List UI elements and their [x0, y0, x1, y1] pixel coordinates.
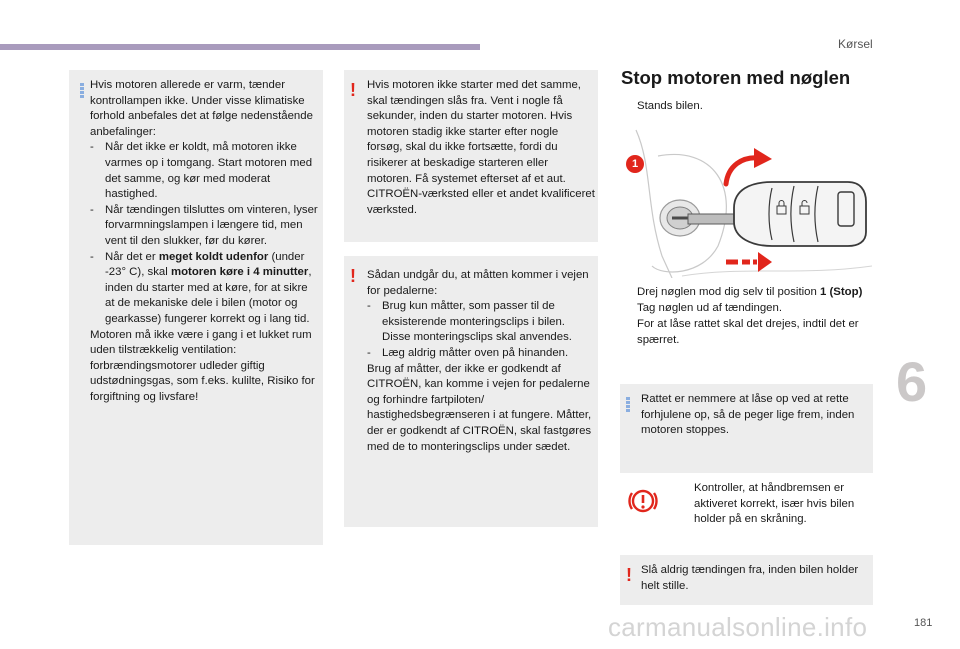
warning-icon: ! — [350, 80, 356, 100]
chapter-title: Kørsel — [838, 37, 873, 51]
page-number: 181 — [914, 617, 933, 629]
chapter-tab-number: 6 — [896, 350, 928, 413]
key-ignition-illustration — [622, 126, 872, 278]
watermark: carmanualsonline.info — [608, 612, 868, 642]
info-box-steering-lock — [620, 384, 873, 473]
box1-item-1: - Når det ikke er koldt, må motoren ikke varmes op i tomgang. Start motoren med det samme, og kør med moderat hastighed. — [90, 141, 313, 201]
warning-box-engine-not-starting — [344, 70, 598, 242]
step-turn-key: Drej nøglen mod dig selv til position 1 (Stop) — [637, 286, 863, 298]
warning-box-floor-mats — [344, 256, 598, 527]
box1-intro: Hvis motoren allerede er varm, tænder kontrollampen ikke. Under visse klimatiske forhold anbefales det at følge nedenstående anbefalinger: — [90, 79, 313, 138]
warning-icon: ! — [626, 565, 632, 585]
box1-item-2: - Når tændingen tilsluttes om vinteren, lyser forvarmningslampen i længere tid, men vent til den slukker, før du kører. — [90, 203, 318, 247]
step-lock-steering: For at låse rattet skal det drejes, indtil det er spærret. — [637, 318, 859, 346]
box3-outro: Brug af måtter, der ikke er godkendt af CITROËN, kan komme i vejen for pedalerne og forhindre fartpiloten/ hastighedsbegrænseren i at fungere. Måtter, der er godkendt af CITROËN, skal fastgøres med de to monteringsclips under sædet. — [367, 362, 592, 453]
info-marker-icon — [80, 83, 84, 98]
warning-icon: ! — [350, 266, 356, 286]
handbrake-warning-icon — [626, 484, 660, 518]
callout-number-badge: 1 — [626, 155, 644, 173]
header-accent-bar — [0, 44, 480, 50]
box3-item-1: - Brug kun måtter, som passer til de eksisterende monteringsclips i bilen. Disse monteringsclips skal anvendes. — [367, 300, 572, 344]
box3-intro: Sådan undgår du, at måtten kommer i vejen for pedalerne: — [367, 269, 589, 297]
box4-text: Rattet er nemmere at låse op ved at rette forhjulene op, så de peger lige frem, inden motoren stoppes. — [641, 393, 855, 437]
info-box-warm-engine — [69, 70, 323, 545]
box1-item-3: - Når det er meget koldt udenfor (under -23° C), skal motoren køre i 4 minutter, inden du starter med at køre, for at sikre at de mekaniske dele i bilen (motor og gearkasse) fungerer korrekt og i lang tid. — [90, 250, 312, 325]
brake-text: Kontroller, at håndbremsen er aktiveret korrekt, især hvis bilen holder på en skråning. — [694, 482, 855, 526]
box2-text: Hvis motoren ikke starter med det samme, skal tændingen slås fra. Vent i nogle få sekunder, inden du starter motoren. Hvis motoren stadig ikke starter efter nogle forsøg, skal du ikke fortsætte, fordi du risikerer at beskadige starteren eller motoren. Få systemet efterset af et aut. CITROËN-værksted eller et andet kvalificeret værksted. — [367, 79, 595, 216]
box1-outro: Motoren må ikke være i gang i et lukket rum uden tilstrækkelig ventilation: forbrændingsmotorer udleder giftig udstødningsgas, som f.eks. kulilte, Risiko for forgiftning og livsfare! — [90, 328, 315, 403]
step-stop-car: Stands bilen. — [637, 100, 703, 112]
info-marker-icon — [626, 397, 630, 412]
box5-text: Slå aldrig tændingen fra, inden bilen holder helt stille. — [641, 564, 859, 592]
warning-box-ignition-off — [620, 555, 873, 605]
box3-item-2: - Læg aldrig måtter oven på hinanden. — [367, 346, 569, 359]
section-title: Stop motoren med nøglen — [621, 67, 851, 88]
step-remove-key: Tag nøglen ud af tændingen. — [637, 302, 783, 314]
